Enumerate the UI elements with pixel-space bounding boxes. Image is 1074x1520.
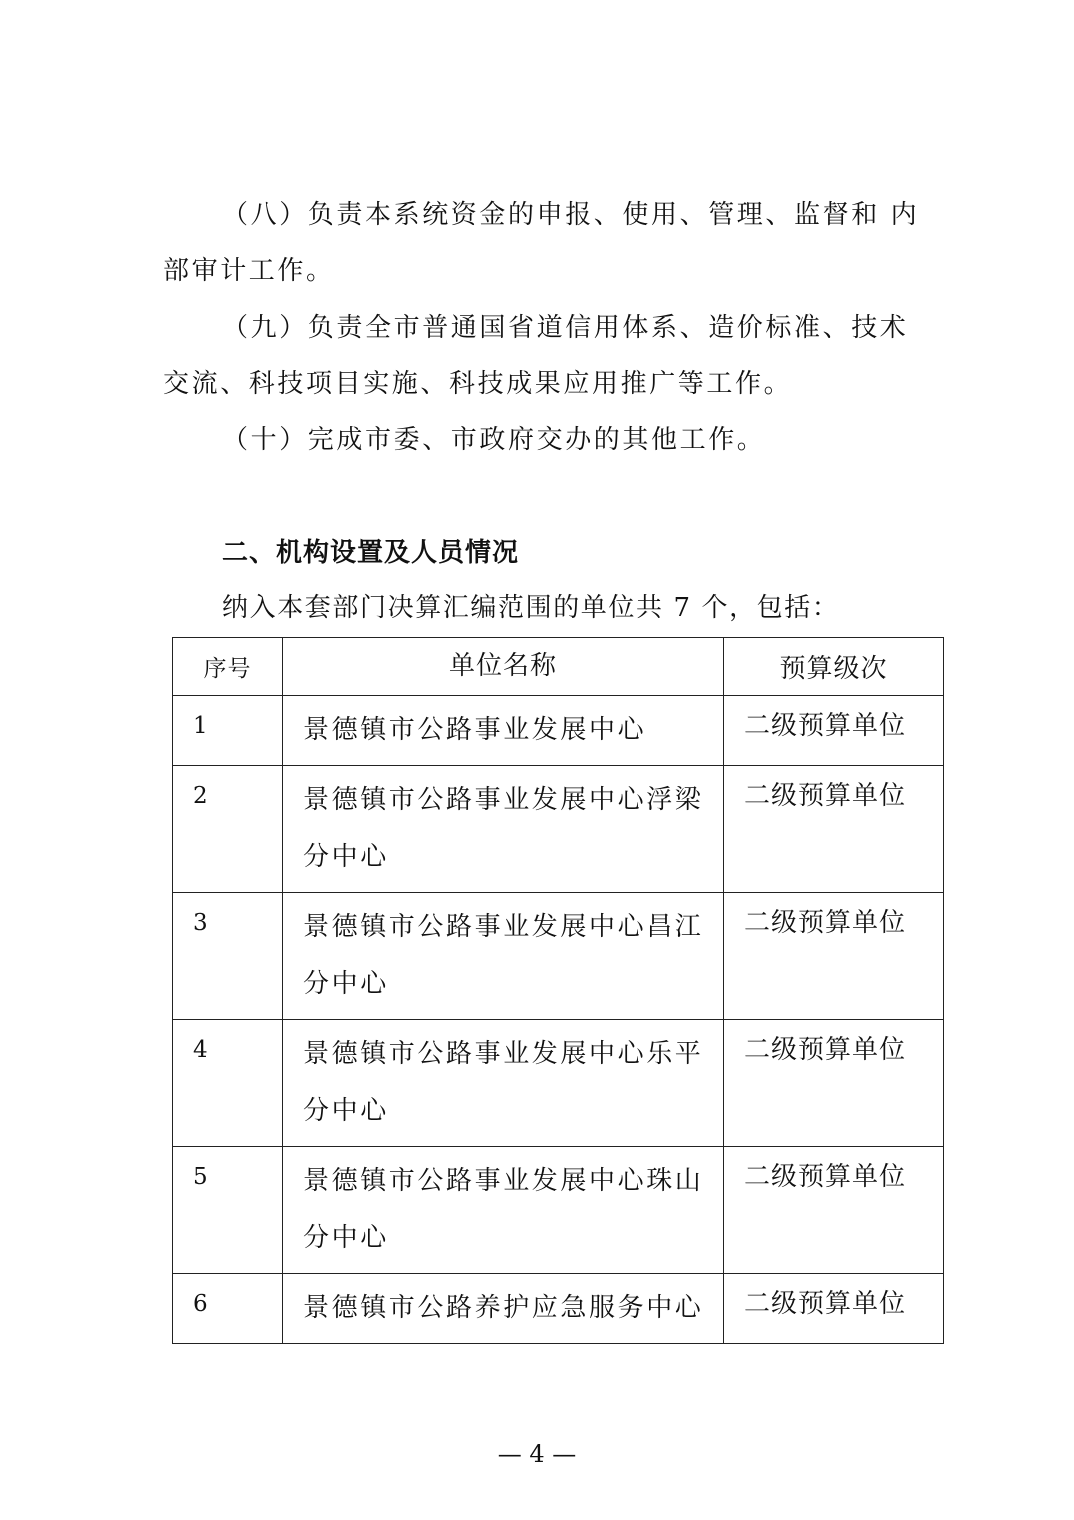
section-heading: 二、机构设置及人员情况 — [222, 538, 520, 568]
header-name: 单位名称 — [283, 638, 724, 696]
budget-level: 二级预算单位 — [724, 1147, 944, 1274]
unit-name: 景德镇市公路事业发展中心浮梁分中心 — [283, 766, 724, 893]
intro-text: 纳入本套部门决算汇编范围的单位共 7 个，包括： — [222, 593, 840, 623]
header-level: 预算级次 — [724, 638, 944, 696]
unit-name: 景德镇市公路养护应急服务中心 — [283, 1274, 724, 1344]
row-number: 2 — [173, 766, 283, 893]
budget-level: 二级预算单位 — [724, 766, 944, 893]
budget-level: 二级预算单位 — [724, 893, 944, 1020]
budget-level: 二级预算单位 — [724, 1020, 944, 1147]
table-row — [173, 766, 944, 893]
paragraph-line: （十）完成市委、市政府交办的其他工作。 — [222, 425, 766, 455]
row-number: 1 — [173, 696, 283, 766]
row-number: 5 — [173, 1147, 283, 1274]
budget-level: 二级预算单位 — [724, 1274, 944, 1344]
units-table — [172, 637, 944, 1344]
table-row — [173, 893, 944, 1020]
table-row — [173, 1274, 944, 1344]
paragraph-line: （九）负责全市普通国省道信用体系、造价标准、技术 — [222, 313, 909, 343]
unit-name: 景德镇市公路事业发展中心珠山分中心 — [283, 1147, 724, 1274]
unit-name: 景德镇市公路事业发展中心乐平分中心 — [283, 1020, 724, 1147]
row-number: 3 — [173, 893, 283, 1020]
paragraph-line: 交流、科技项目实施、科技成果应用推广等工作。 — [163, 369, 793, 399]
unit-name: 景德镇市公路事业发展中心 — [283, 696, 724, 766]
table-row — [173, 1147, 944, 1274]
paragraph-line: （八）负责本系统资金的申报、使用、管理、监督和 内 — [222, 200, 920, 230]
budget-level: 二级预算单位 — [724, 696, 944, 766]
table-row — [173, 696, 944, 766]
row-number: 4 — [173, 1020, 283, 1147]
paragraph-line: 部审计工作。 — [163, 256, 335, 286]
table-row — [173, 1020, 944, 1147]
header-no: 序号 — [173, 638, 283, 696]
row-number: 6 — [173, 1274, 283, 1344]
unit-name: 景德镇市公路事业发展中心昌江分中心 — [283, 893, 724, 1020]
page-number: — 4 — — [497, 1440, 577, 1468]
table-header-row — [173, 638, 944, 696]
